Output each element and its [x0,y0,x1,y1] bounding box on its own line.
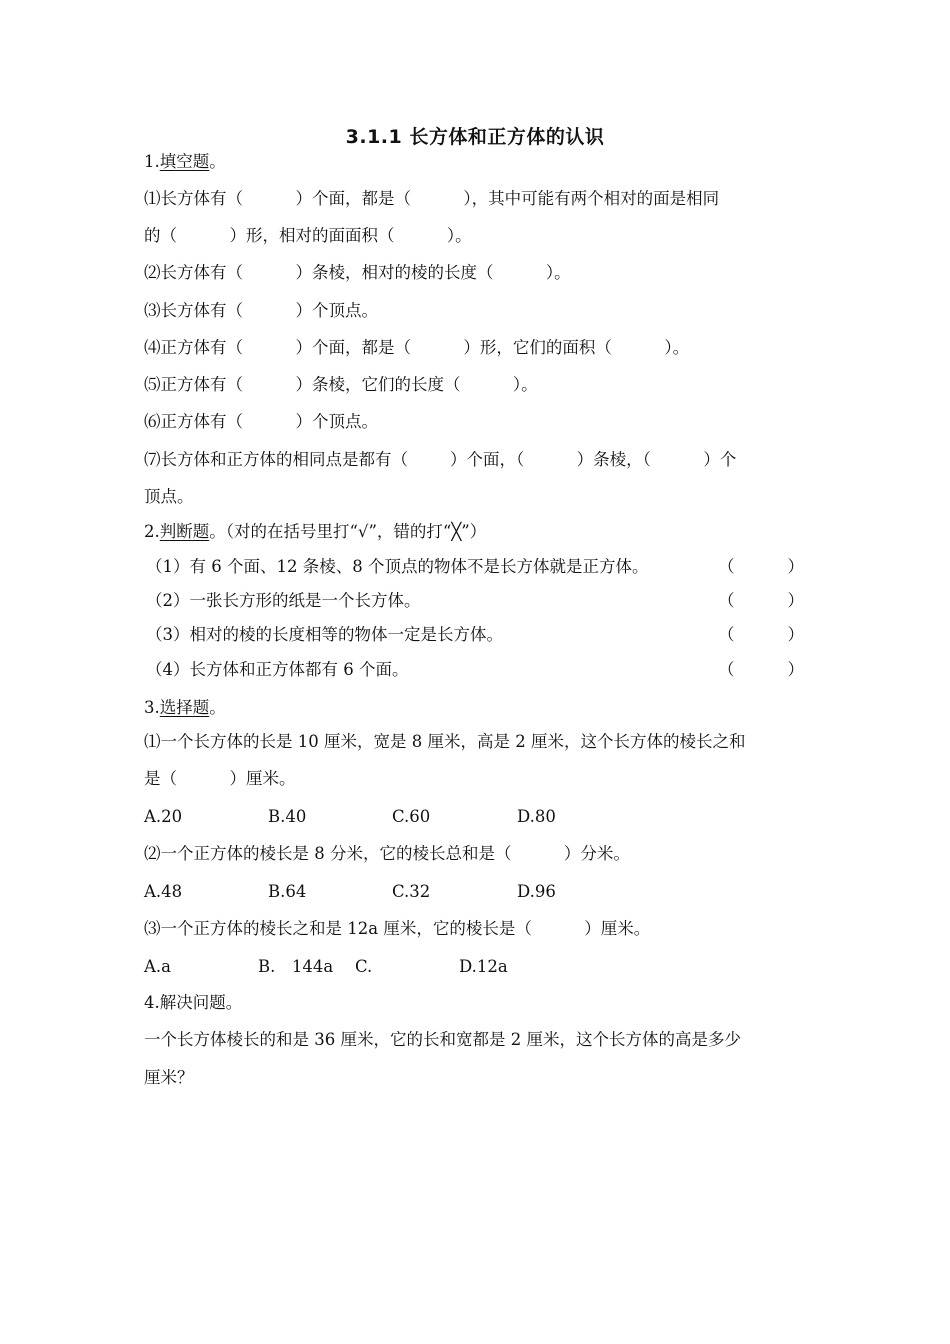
choice-1-option-d: D.80 [517,807,556,826]
section-number: 1. [144,152,160,171]
fill-question-4: ⑷正方体有（ ）个面，都是（ ）形，它们的面积（ ）。 [144,338,690,357]
fill-question-6: ⑹正方体有（ ）个顶点。 [144,412,378,431]
section-title: 填空题 [159,152,210,171]
choice-question-2: ⑵一个正方体的棱长是 8 分米，它的棱长总和是（ ）分米。 [144,844,630,863]
fill-question-2: ⑵长方体有（ ）条棱，相对的棱的长度（ ）。 [144,263,571,282]
judge-item-3: （3）相对的棱的长度相等的物体一定是长方体。 [146,625,503,644]
section-4-heading: 4.解决问题。 [144,993,243,1012]
fill-question-5: ⑸正方体有（ ）条棱，它们的长度（ ）。 [144,375,538,394]
fill-question-1-line-1: ⑴长方体有（ ）个面，都是（ ），其中可能有两个相对的面是相同 [144,189,720,208]
worksheet-page: 3.1.1 长方体和正方体的认识 1.填空题。 ⑴长方体有（ ）个面，都是（ ），其中可能有两个相对的面是相同 的（ ）形，相对的面面积（ ）。 ⑵长方体有（ ）条棱，相对的棱的长度（ ）。 ⑶长方体有（ ）个顶点。 ⑷正方体有（ ）个面，都是（ ）形，它们的面积（ ）。 ⑸正方体有（ ）条棱，它们的长度（ ）。 ⑹正方体有（ ）个顶点。 ⑺长方体和正方体的相同点是都有（ ）个面，（ ）条棱，（ ）个 顶点。 2.判断题。（对的在括号里打“√”，错的打“╳”） （1）有 6 个面、12 条棱、8 个顶点的物体不是长方体就是正方体。 （ ） （2）一张长方形的纸是一个长方体。 （ ） （3）相对的棱的长度相等的物体一定是长方体。 （ ） （4）长方体和正方体都有 6 个面。 （ ） 3.选择题。 ⑴一个长方体的长是 10 厘米，宽是 8 厘米，高是 2 厘米，这个长方体的棱长之和 是（ ）厘米。 A.20 B.40 C.60 D.80 ⑵一个正方体的棱长是 8 分米，它的棱长总和是（ ）分米。 A.48 B.64 C.32 D.96 ⑶一个正方体的棱长之和是 12a 厘米，它的棱长是（ ）厘米。 A.a B. 144a C. D.12a 4.解决问题。 一个长方体棱长的和是 36 厘米，它的长和宽都是 2 厘米，这个长方体的高是多少 厘米？ [0,0,950,1344]
choice-2-option-d: D.96 [517,882,556,901]
section-2-heading [144,521,814,543]
section-3-heading [144,697,814,719]
choice-question-1-line-2: 是（ ）厘米。 [144,769,296,788]
fill-question-7-line-1: ⑺长方体和正方体的相同点是都有（ ）个面，（ ）条棱，（ ）个 [144,450,737,469]
section-number: 2. [144,522,160,541]
judge-item-1: （1）有 6 个面、12 条棱、8 个顶点的物体不是长方体就是正方体。 [146,557,649,576]
choice-question-1-line-1: ⑴一个长方体的长是 10 厘米，宽是 8 厘米，高是 2 厘米，这个长方体的棱长之和 [144,732,746,751]
choice-2-option-c: C.32 [392,882,431,901]
section-number: 3. [144,698,160,717]
choice-1-option-c: C.60 [392,807,431,826]
judge-item-2: （2）一张长方形的纸是一个长方体。 [146,591,421,610]
section-1-heading [144,151,814,173]
choice-3-option-d: D.12a [459,957,508,976]
fill-question-3: ⑶长方体有（ ）个顶点。 [144,301,378,320]
choice-2-option-b: B.64 [268,882,307,901]
choice-question-3: ⑶一个正方体的棱长之和是 12a 厘米，它的棱长是（ ）厘米。 [144,919,651,938]
choice-3-option-a: A.a [144,957,171,976]
page-title: 3.1.1 长方体和正方体的认识 [345,126,605,148]
choice-1-option-b: B.40 [268,807,307,826]
choice-1-option-a: A.20 [144,807,183,826]
section-heading-end: 。（对的在括号里打“√”，错的打“╳”） [209,522,487,541]
word-problem-line-2: 厘米？ [144,1068,194,1087]
choice-2-option-a: A.48 [144,882,183,901]
section-heading-end: 。 [209,698,226,717]
choice-3-option-c: C. [355,957,373,976]
section-title: 选择题 [159,698,210,717]
section-title: 判断题 [159,522,210,541]
fill-question-1-line-2: 的（ ）形，相对的面面积（ ）。 [144,226,472,245]
judge-item-4: （4）长方体和正方体都有 6 个面。 [146,660,409,679]
choice-3-option-b: B. 144a [258,957,334,976]
section-heading-end: 。 [209,152,226,171]
fill-question-7-line-2: 顶点。 [144,487,194,506]
word-problem-line-1: 一个长方体棱长的和是 36 厘米，它的长和宽都是 2 厘米，这个长方体的高是多少 [144,1030,741,1049]
